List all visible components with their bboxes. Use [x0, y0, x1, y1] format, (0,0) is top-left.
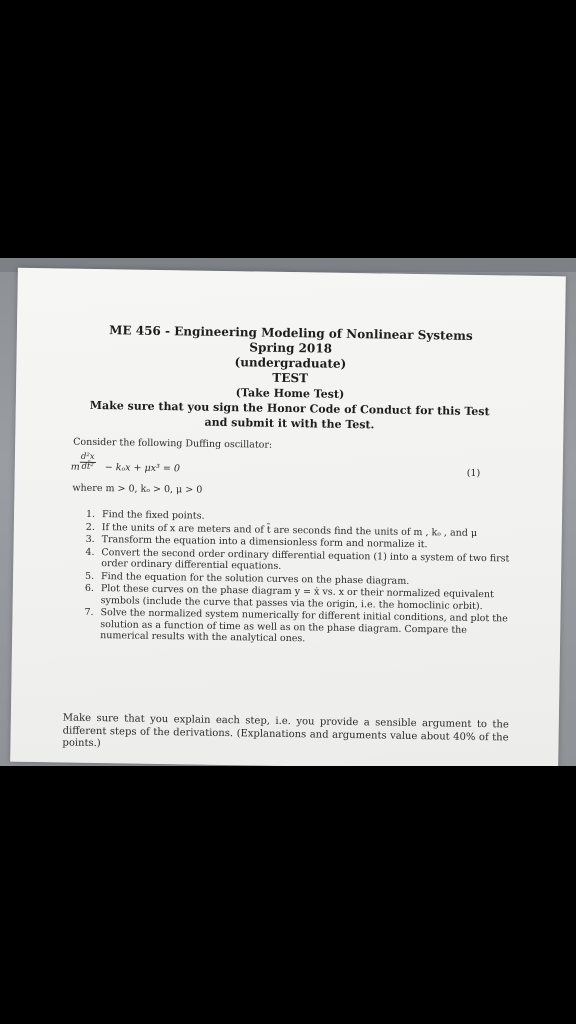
exam-sheet	[10, 268, 566, 766]
equation-number: (1)	[466, 467, 481, 480]
test-type: (Take Home Test)	[235, 386, 345, 401]
instruction-line-2: and submit it with the Test.	[204, 415, 375, 432]
equation-denominator: dt̄²	[81, 461, 94, 472]
task-number: 2.	[85, 521, 96, 533]
test-label: TEST	[272, 370, 309, 386]
equation-fraction	[80, 453, 96, 472]
level: (undergraduate)	[234, 355, 347, 371]
task-number: 6.	[84, 582, 95, 594]
task-text: Convert the second order ordinary differential equation (1) into a system of two first order ordinary differential equations.	[101, 546, 510, 572]
instruction-line-1: Make sure that you sign the Honor Code of Conduct for this Test	[89, 398, 490, 419]
task-list	[84, 509, 516, 649]
task-number: 3.	[85, 533, 95, 545]
task-text: Find the fixed points.	[101, 509, 205, 522]
exam-header	[15, 322, 565, 436]
intro-text: Consider the following Duffing oscillator:	[73, 436, 273, 451]
equation-numerator: d²x	[80, 451, 95, 462]
duffing-equation	[71, 453, 491, 488]
term: Spring 2018	[249, 340, 333, 356]
task-text: If the units of x are meters and of t̄ are seconds find the units of m , kₒ , and μ	[101, 521, 478, 539]
task-number: 1.	[85, 508, 96, 520]
course-title: ME 456 - Engineering Modeling of Nonlinear Systems	[109, 323, 473, 343]
footer-note: Make sure that you explain each step, i.e. you provide a sensible argument to the different steps of the derivations. (Explanations and arguments value about 40% of the points.)	[62, 712, 509, 750]
task-text: Find the equation for the solution curves on the phase diagram.	[100, 570, 410, 587]
task-text: Solve the normalized system numerically for different initial conditions, and plot the solution as a function of time as well as on the phase diagram. Compare the numerical results with the analytical ones.	[100, 607, 508, 645]
equation-remainder: − kₒx + μx³ = 0	[104, 462, 181, 475]
task-text: Plot these curves on the phase diagram y = ẋ vs. x or their normalized equivalent symbols (include the curve that passes via the origin, i.e. the homoclinic orbit).	[100, 583, 494, 612]
task-number: 4.	[85, 546, 95, 558]
task-number: 7.	[84, 606, 94, 618]
task-number: 5.	[84, 570, 95, 582]
photo-area	[0, 258, 576, 766]
equation-coefficient: m	[70, 461, 80, 473]
list-item	[84, 607, 514, 648]
task-text: Transform the equation into a dimensionless form and normalize it.	[101, 534, 428, 551]
equation-conditions: where m > 0, kₒ > 0, μ > 0	[72, 482, 203, 496]
